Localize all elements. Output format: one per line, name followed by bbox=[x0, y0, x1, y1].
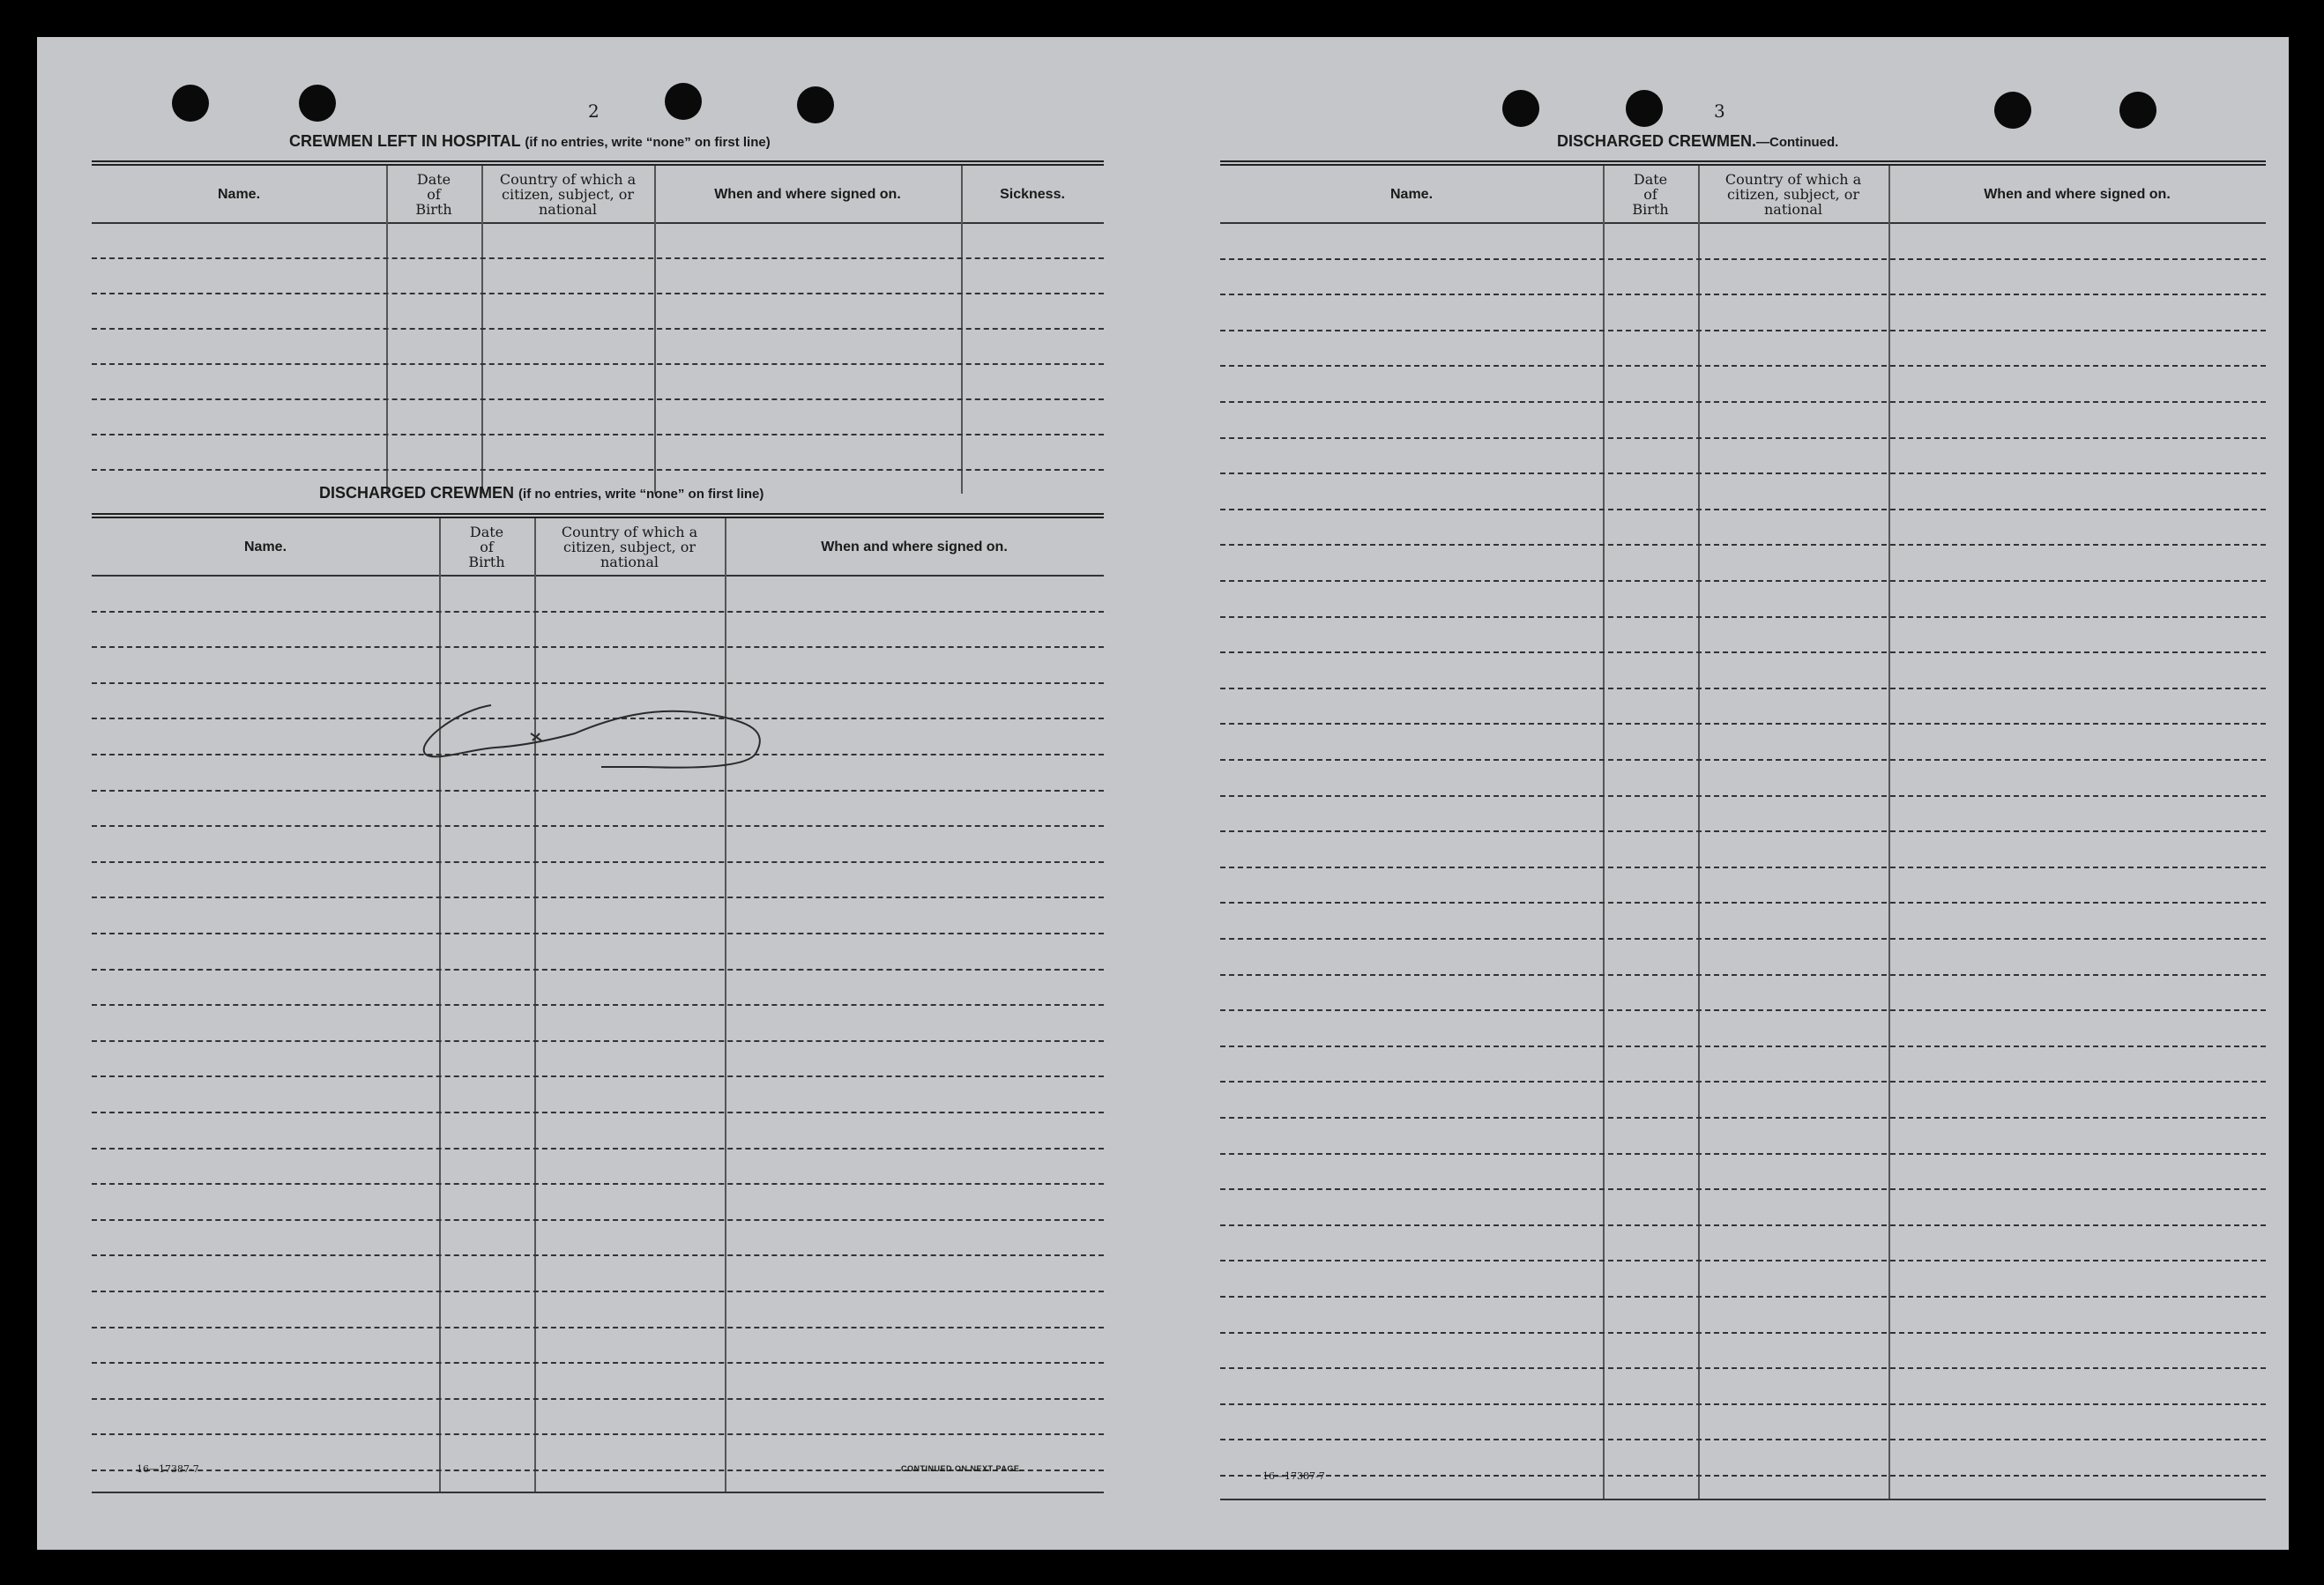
column-divider bbox=[481, 166, 483, 494]
entry-line bbox=[1220, 974, 2266, 976]
entry-line bbox=[1220, 902, 2266, 904]
entry-line bbox=[92, 646, 1104, 648]
entry-line bbox=[1220, 1046, 2266, 1047]
entry-line bbox=[1220, 1403, 2266, 1405]
punch-hole bbox=[1626, 90, 1663, 127]
punch-hole bbox=[1502, 90, 1539, 127]
column-header: Country of which a citizen, subject, or national bbox=[1724, 170, 1862, 218]
entry-line bbox=[1220, 1117, 2266, 1119]
entry-line bbox=[1220, 580, 2266, 582]
entry-line bbox=[92, 1112, 1104, 1113]
entry-line bbox=[1220, 365, 2266, 367]
page-number-right: 3 bbox=[1714, 100, 1725, 122]
column-header: Date of Birth bbox=[468, 523, 505, 570]
column-header: Country of which a citizen, subject, or national bbox=[561, 523, 698, 570]
entry-line bbox=[92, 257, 1104, 259]
entry-line bbox=[92, 1004, 1104, 1006]
entry-line bbox=[92, 293, 1104, 294]
entry-line bbox=[92, 1398, 1104, 1400]
hospital-instruction-text: (if no entries, write “none” on first line) bbox=[525, 135, 771, 150]
punch-hole bbox=[797, 86, 834, 123]
table-header bbox=[92, 518, 1104, 577]
column-header: When and where signed on. bbox=[821, 539, 1008, 554]
hospital-title-text: CREWMEN LEFT IN HOSPITAL bbox=[289, 132, 521, 150]
entry-line bbox=[92, 1362, 1104, 1364]
table-bottom-rule bbox=[92, 1492, 1104, 1493]
handwritten-scribble bbox=[407, 679, 778, 785]
discharged-title-text: DISCHARGED CREWMEN bbox=[319, 484, 515, 502]
entry-line bbox=[1220, 330, 2266, 331]
entry-line bbox=[92, 434, 1104, 435]
entry-line bbox=[1220, 1081, 2266, 1083]
entry-line bbox=[92, 1148, 1104, 1150]
entry-line bbox=[92, 398, 1104, 400]
column-header: Date of Birth bbox=[1632, 170, 1669, 218]
entry-line bbox=[1220, 1224, 2266, 1226]
column-header: Name. bbox=[243, 539, 287, 554]
punch-hole bbox=[172, 85, 209, 122]
entry-line bbox=[92, 469, 1104, 471]
entry-line bbox=[92, 1040, 1104, 1042]
entry-line bbox=[1220, 795, 2266, 797]
entry-line bbox=[92, 1075, 1104, 1077]
column-divider bbox=[654, 166, 656, 494]
entry-line bbox=[1220, 1153, 2266, 1155]
entry-line bbox=[1220, 1296, 2266, 1298]
punch-hole bbox=[2119, 92, 2156, 129]
punch-hole bbox=[299, 85, 336, 122]
column-header: Name. bbox=[217, 186, 261, 202]
punch-hole bbox=[1994, 92, 2031, 129]
entry-line bbox=[92, 1433, 1104, 1435]
entry-line bbox=[92, 1291, 1104, 1292]
entry-line bbox=[1220, 938, 2266, 940]
continued-suffix-text: —Continued. bbox=[1756, 135, 1839, 150]
entry-line bbox=[1220, 1009, 2266, 1011]
entry-line bbox=[92, 1183, 1104, 1185]
form-number-right: 16—17387-7 bbox=[1263, 1470, 1325, 1482]
entry-line bbox=[92, 611, 1104, 613]
entry-line bbox=[1220, 1475, 2266, 1477]
form-number-left: 16—17387-7 bbox=[137, 1463, 199, 1475]
entry-line bbox=[1220, 1188, 2266, 1190]
entry-line bbox=[92, 825, 1104, 827]
entry-line bbox=[1220, 759, 2266, 761]
entry-line bbox=[1220, 509, 2266, 510]
discharged-instruction-text: (if no entries, write “none” on first line) bbox=[518, 487, 764, 502]
column-header: Country of which a citizen, subject, or national bbox=[499, 170, 637, 218]
entry-line bbox=[1220, 867, 2266, 868]
table-header bbox=[92, 166, 1104, 224]
column-header: When and where signed on. bbox=[714, 186, 901, 202]
entry-line bbox=[1220, 616, 2266, 618]
entry-line bbox=[1220, 1260, 2266, 1261]
document-sheet bbox=[37, 37, 2289, 1550]
page-number-left: 2 bbox=[588, 100, 600, 122]
discharged-table bbox=[92, 513, 1104, 1493]
continued-section-title bbox=[1557, 132, 1838, 151]
entry-line bbox=[1220, 294, 2266, 295]
entry-line bbox=[92, 1327, 1104, 1328]
entry-line bbox=[1220, 688, 2266, 689]
discharged-section-title bbox=[319, 484, 763, 502]
entry-line bbox=[92, 969, 1104, 971]
entry-line bbox=[1220, 1332, 2266, 1334]
hospital-section-title bbox=[289, 132, 771, 151]
table-bottom-rule bbox=[1220, 1499, 2266, 1500]
entry-line bbox=[92, 861, 1104, 863]
entry-line bbox=[1220, 437, 2266, 439]
entry-line bbox=[1220, 651, 2266, 653]
punch-hole bbox=[665, 83, 702, 120]
entry-line bbox=[92, 897, 1104, 898]
entry-line bbox=[92, 328, 1104, 330]
continued-on-next-page: CONTINUED ON NEXT PAGE. bbox=[901, 1464, 1023, 1473]
entry-line bbox=[92, 1219, 1104, 1221]
discharged-continued-table bbox=[1220, 160, 2266, 1500]
entry-line bbox=[1220, 258, 2266, 260]
column-header: Name. bbox=[1389, 186, 1434, 202]
column-divider bbox=[386, 166, 388, 494]
entry-line bbox=[1220, 1439, 2266, 1440]
entry-line bbox=[1220, 1367, 2266, 1369]
entry-line bbox=[1220, 401, 2266, 403]
column-header: Date of Birth bbox=[415, 170, 452, 218]
hospital-table bbox=[92, 160, 1104, 494]
column-divider bbox=[961, 166, 963, 494]
table-header bbox=[1220, 166, 2266, 224]
entry-line bbox=[1220, 830, 2266, 832]
entry-line bbox=[92, 363, 1104, 365]
entry-line bbox=[92, 790, 1104, 792]
column-header: Sickness. bbox=[1000, 186, 1065, 202]
entry-line bbox=[92, 933, 1104, 934]
entry-line bbox=[1220, 544, 2266, 546]
continued-title-text: DISCHARGED CREWMEN. bbox=[1557, 132, 1757, 150]
entry-line bbox=[92, 1254, 1104, 1256]
column-header: When and where signed on. bbox=[1984, 186, 2171, 202]
entry-line bbox=[1220, 473, 2266, 474]
entry-line bbox=[1220, 723, 2266, 725]
